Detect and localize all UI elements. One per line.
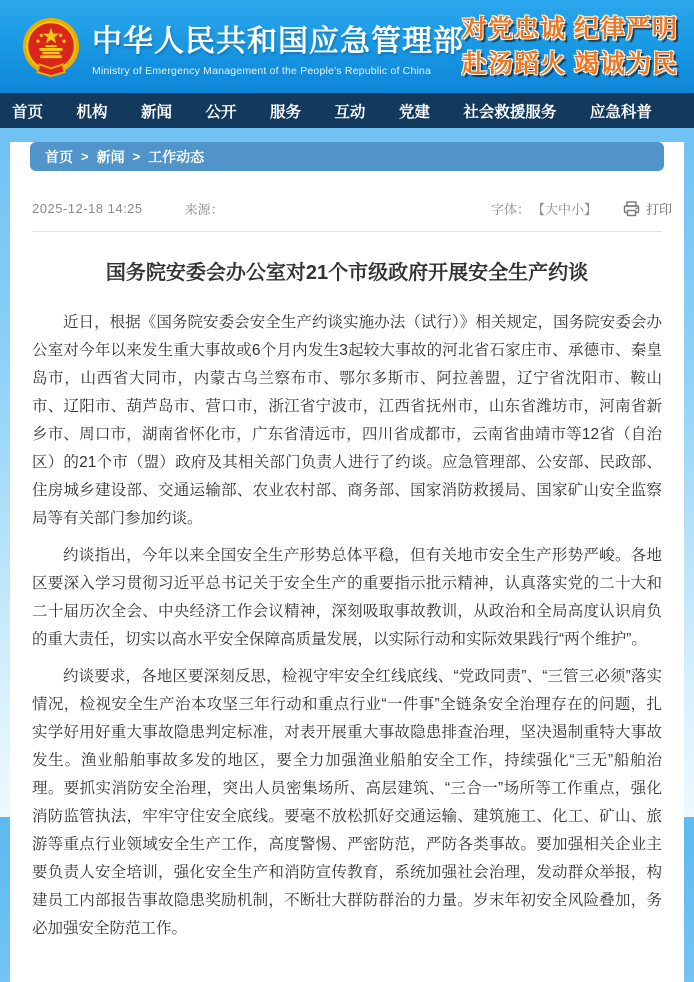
meta-divider xyxy=(32,231,662,232)
meta-tools xyxy=(491,199,672,218)
breadcrumb xyxy=(30,142,664,171)
article-body xyxy=(10,288,684,943)
breadcrumb-news[interactable]: 新闻 xyxy=(96,148,125,165)
article-title: 国务院安委会办公室对21个市级政府开展安全生产约谈 xyxy=(105,262,589,284)
breadcrumb-separator: > xyxy=(81,149,89,164)
slogan-line-2: 赴汤蹈火 竭诚为民 xyxy=(462,49,678,78)
nav-item-home[interactable]: 首页 xyxy=(12,103,44,121)
publish-datetime: 2025-12-18 14:25 xyxy=(32,201,143,216)
print-label: 打印 xyxy=(645,202,672,217)
site-header xyxy=(0,0,694,93)
source-label: 来源： xyxy=(184,202,224,217)
article-meta-row xyxy=(32,199,672,218)
article-paragraph: 近日，根据《国务院安委会安全生产约谈实施办法（试行）》相关规定，国务院安委会办公室对今年以来发生重大事故或6个月内发生3起较大事故的河北省石家庄市、承德市、秦皇岛市，山西省大同市，内蒙古乌兰察布市、鄂尔多斯市、阿拉善盟，辽宁省沈阳市、鞍山市、辽阳市、葫芦岛市、营口市，浙江省宁波市，江西省抚州市，山东省潍坊市，河南省新乡市、周口市，湖南省怀化市，广东省清远市，四川省成都市，云南省曲靖市等12省（自治区）的21个市（盟）政府及其相关部门负责人进行了约谈。应急管理部、公安部、民政部、住房城乡建设部、交通运输部、农业农村部、商务部、国家消防救援局、国家矿山安全监察局等有关部门参加约谈。 xyxy=(32,314,662,527)
nav-item-party[interactable]: 党建 xyxy=(398,103,430,121)
nav-item-orgs[interactable]: 机构 xyxy=(76,103,108,121)
content-area xyxy=(10,142,684,982)
breadcrumb-separator: > xyxy=(132,149,141,164)
site-title: 中华人民共和国应急管理部 xyxy=(92,25,464,58)
nav-item-interaction[interactable]: 互动 xyxy=(334,103,366,121)
print-button[interactable] xyxy=(623,199,672,218)
site-subtitle: Ministry of Emergency Management of the People's Republic of China xyxy=(92,65,432,77)
slogan-line-1: 对党忠诚 纪律严明 xyxy=(462,14,678,43)
site-title-block xyxy=(92,16,462,77)
article-paragraph: 约谈要求，各地区要深刻反思，检视守牢安全红线底线、“党政同责”、“三管三必须”落实情况，检视安全生产治本攻坚三年行动和重点行业“一件事”全链条安全治理存在的问题，扎实学好用好重大事故隐患判定标准，对表开展重大事故隐患排查治理，坚决遏制重特大事故发生。渔业船舶事故多发的地区，要全力加强渔业船舶安全工作，持续强化“三无”船舶治理。要抓实消防安全治理，突出人员密集场所、高层建筑、“三合一”场所等工作重点，强化消防监管执法，牢牢守住安全底线。要毫不放松抓好交通运输、建筑施工、化工、矿山、旅游等重点行业领域安全生产工作，高度警惕、严密防范，严防各类事故。要加强相关企业主要负责人安全培训，强化安全生产和消防宣传教育，系统加强社会治理，发动群众举报，构建员工内部报告事故隐患奖励机制，不断壮大群防群治的力量。岁末年初安全风险叠加，务必加强安全防范工作。 xyxy=(32,668,662,937)
nav-item-news[interactable]: 新闻 xyxy=(140,103,172,121)
article-paragraph: 约谈指出，今年以来全国安全生产形势总体平稳，但有关地市安全生产形势严峻。各地区要深入学习贯彻习近平总书记关于安全生产的重要指示批示精神，认真落实党的二十大和二十届历次全会、中央经济工作会议精神，深刻吸取事故教训，从政治和全局高度认识肩负的重大责任，切实以高水平安全保障高质量发展，以实际行动和实际效果践行“两个维护”。 xyxy=(32,547,662,648)
font-size-switcher[interactable]: 【大中小】 xyxy=(531,202,597,217)
nav-item-disclosure[interactable]: 公开 xyxy=(205,103,237,121)
breadcrumb-current[interactable]: 工作动态 xyxy=(148,148,205,165)
nav-item-social-rescue[interactable]: 社会救援服务 xyxy=(463,103,557,121)
font-size-label: 字体： xyxy=(490,202,530,217)
printer-icon xyxy=(623,201,640,217)
slogan-block xyxy=(462,12,678,82)
national-emblem-icon xyxy=(20,16,82,78)
nav-item-emergency-science[interactable]: 应急科普 xyxy=(589,103,652,121)
main-nav xyxy=(0,93,694,128)
nav-item-services[interactable]: 服务 xyxy=(269,103,301,121)
breadcrumb-home[interactable]: 首页 xyxy=(45,148,73,165)
